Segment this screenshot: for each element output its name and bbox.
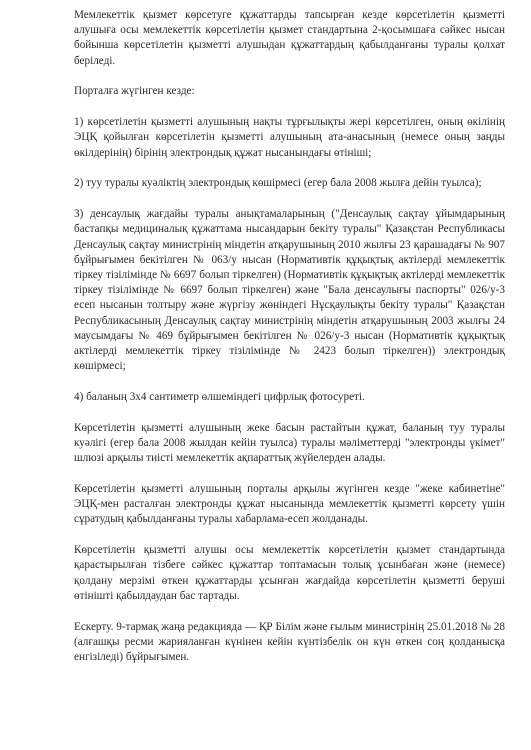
paragraph-item-2-birth-certificate: 2) туу туралы куәліктің электрондық көшірмесі (егер бала 2008 жылға дейін туылса);: [74, 177, 482, 190]
paragraph-item-1-application: 1) көрсетілетін қызметті алушының нақты тұрғылықты жері көрсетілген, оның өкілінің ЭЦҚ қойылған көрсетілетін қызметті алушының ата-анасының (немесе оның заңды өкілдерінің) бірінің электрондық құжат нысанындағы өтініші;: [74, 116, 505, 159]
paragraph-item-3-health-certificates: 3) денсаулық жағдайы туралы анықтамаларының ("Денсаулық сақтау ұйымдарының бастапқы медициналық құжаттама нысандарын бекіту туралы" Қазақстан Республикасы Денсаулық сақтау министрінің міндетін атқарушының 2010 жылғы 23 қарашадағы № 907 бұйрығымен бекітілген № 063/у нысан (Нормативтік құқықтық актілерді мемлекеттік тіркеу тізілімінде № 6697 болып тіркелген) (Нормативтік құқықтық актілерді мемлекеттік тіркеу тізілімінде № 6697 болып тіркелген) және "Бала денсаулығы паспорты" 026/у-3 есеп нысанын толтыру және жүргізу жөніндегі Нұсқаулықты бекіту туралы" Қазақстан Республикасының Денсаулық сақтау министрінің міндетін атқарушының 2003 жылғы 24 маусымдағы № 469 бұйрығымен бекітілген № 026/у-3 нысан (Нормативтік құқықтық актілерді мемлекеттік тіркеу тізілімінде № 2423 болып тіркелген)) электрондық көшірмесі;: [74, 208, 505, 373]
paragraph-portal-intro: Порталға жүгінген кезде:: [74, 85, 195, 98]
paragraph-footnote: Ескерту. 9-тармақ жаңа редакцияда — ҚР Білім және ғылым министрінің 25.01.2018 № 28 (алғашқы ресми жарияланған күнінен кейін күнтізбелік он күн өткен соң қолданысқа енгізіледі) бұйрығымен.: [74, 620, 505, 664]
paragraph-receipt-notice: Мемлекеттік қызмет көрсетуге құжаттарды тапсырған кезде көрсетілетін қызметті алушыға осы мемлекеттік көрсетілетін қызмет стандартына 2-қосымшаға сәйкес нысан бойынша көрсетілетін қызметті алушыдан құжаттардың қабылданғаны туралы қолхат беріледі.: [74, 9, 505, 67]
paragraph-item-4-photo: 4) баланың 3x4 сантиметр өлшеміндегі цифрлық фотосуреті.: [74, 391, 365, 404]
paragraph-refusal: Көрсетілетін қызметті алушы осы мемлекеттік көрсетілетін қызмет стандартында қарастырылған тізбеге сәйкес құжаттар топтамасын толық ұсынбаған және (немесе) қолдану мерзімі өткен құжаттарды ұсынған жағдайда көрсетілетін қызметті беруші өтінішті қабылдаудан бас тартады.: [74, 544, 505, 602]
paragraph-personal-cabinet: Көрсетілетін қызметті алушының порталы арқылы жүгінген кезде "жеке кабинетіне" ЭЦҚ-мен расталған электронды құжат нысанында мемлекеттік қызметті көрсету үшін сұратудың қабылданғаны туралы хабарлама-есеп жолданады.: [74, 483, 505, 526]
paragraph-egov-gateway: Көрсетілетін қызметті алушының жеке басын растайтын құжат, баланың туу туралы куәлігі (егер бала 2008 жылдан кейін туылса) туралы мәліметтерді "электронды үкімет" шлюзі арқылы тиісті мемлекеттік ақпараттық жүйелерден алады.: [74, 421, 505, 465]
